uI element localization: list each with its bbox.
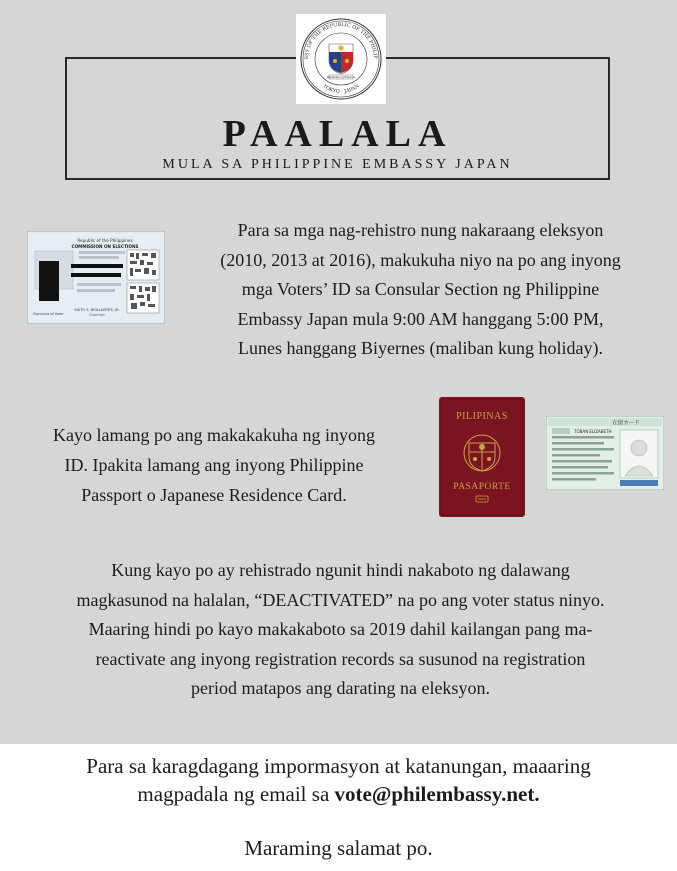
voters-id-notice	[182, 216, 659, 364]
notice-line: Para sa mga nag-rehistro nung nakaraang eleksyon	[237, 220, 604, 240]
svg-text:Signature of Voter: Signature of Voter	[33, 312, 64, 316]
thanks-text: Maraming salamat po.	[244, 836, 433, 860]
contact-info	[0, 752, 677, 808]
passport-bottom-text: PASAPORTE	[453, 482, 511, 492]
seal-ring-text: SSY OF THE REPUBLIC OF THE PHILIP	[303, 21, 379, 60]
embassy-seal-icon	[296, 14, 386, 104]
notice-line: (2010, 2013 at 2016), makukuha niyo na po ang inyong	[220, 249, 621, 270]
notice-line: Lunes hanggang Biyernes (maliban kung holiday).	[238, 338, 603, 358]
notice-line: Kung kayo po ay rehistrado ngunit hindi nakaboto ng dalawang	[111, 560, 570, 580]
identification-notice	[20, 420, 408, 510]
philippine-passport-image	[439, 397, 525, 517]
contact-prefix: magpadala ng email sa	[137, 782, 335, 806]
voter-card-signatory: SIXTO S. BRILLANTES, JR.	[74, 308, 120, 312]
notice-line: Embassy Japan mula 9:00 AM hanggang 5:00 PM,	[237, 308, 604, 329]
deactivation-notice	[28, 556, 653, 704]
seal-ring-bottom: TOKYO · JAPAN	[321, 83, 361, 96]
page-subtitle: MULA SA PHILIPPINE EMBASSY JAPAN	[162, 157, 513, 172]
notice-line: ID. Ipakita lamang ang inyong Philippine	[64, 455, 364, 475]
notice-line: period matapos ang darating na eleksyon.	[191, 678, 490, 698]
notice-line: Maaring hindi po kayo makakaboto sa 2019 dahil kailangan pang ma-	[88, 619, 593, 639]
notice-line: reactivate ang inyong registration records sa susunod na registration	[95, 648, 586, 669]
contact-line: Para sa karagdagang impormasyon at katanungan, maaaring	[86, 754, 591, 778]
voter-card-commission: COMMISSION ON ELECTIONS	[71, 244, 139, 249]
contact-line-2	[0, 780, 677, 808]
voter-card-republic: Republic of the Philippines	[77, 238, 133, 243]
seal-banner: Republika ng Pilipinas	[326, 76, 356, 80]
notice-line: magkasunod na halalan, “DEACTIVATED” na po ang voter status ninyo.	[76, 589, 605, 610]
residence-card-name: TOBAN ELIZABETH	[574, 429, 612, 434]
notice-line: mga Voters’ ID sa Consular Section ng Philippine	[241, 279, 600, 299]
notice-line: Kayo lamang po ang makakakuha ng inyong	[53, 425, 375, 445]
residence-card-image	[546, 416, 664, 490]
residence-card-header: 在留カード	[612, 420, 640, 427]
page-title: PAALALA	[222, 113, 453, 155]
voter-card-signatory-title: Chairman	[89, 313, 105, 317]
notice-line: Passport o Japanese Residence Card.	[81, 485, 347, 505]
embassy-seal	[296, 14, 386, 104]
voter-id-card-image	[27, 231, 165, 324]
contact-email-link[interactable]: vote@philembassy.net.	[334, 782, 540, 806]
passport-top-text: PILIPINAS	[456, 411, 508, 422]
